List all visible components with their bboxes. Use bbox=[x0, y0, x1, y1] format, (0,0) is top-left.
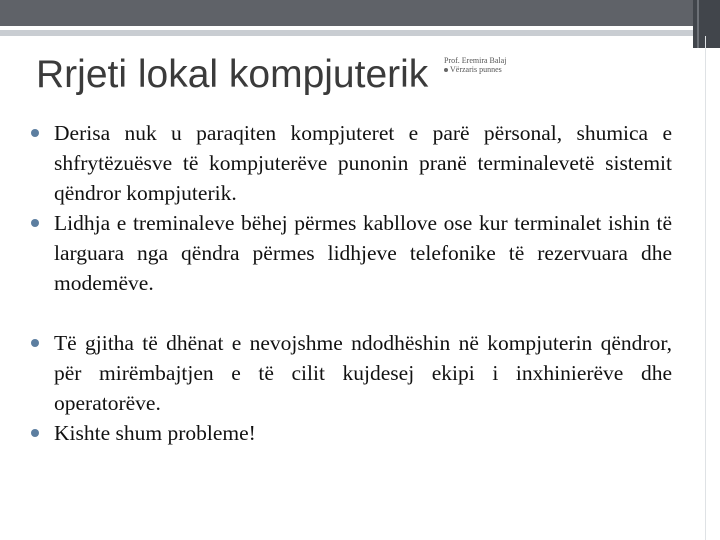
bullet-text: Lidhja e treminaleve bëhej përmes kabllove ose kur terminalet ishin të larguara nga qëndra përmes lidhjeve telefonike të rezervuara dhe modemëve. bbox=[54, 211, 672, 295]
slide-bullet-list bbox=[28, 118, 672, 448]
subject-text: Vërzaris punnes bbox=[450, 65, 502, 74]
corner-accent-line bbox=[697, 0, 699, 48]
slide-header-meta bbox=[444, 56, 506, 74]
subject-line bbox=[444, 65, 506, 74]
slide-title: Rrjeti lokal kompjuterik bbox=[36, 53, 429, 96]
bullet-item bbox=[28, 418, 672, 448]
bullet-text: Derisa nuk u paraqiten kompjuteret e parë përsonal, shumica e shfrytëzuësve të kompjuterëve punonin pranë terminalevetë sistemit qëndror kompjuterik. bbox=[54, 121, 672, 205]
top-decoration-bar bbox=[0, 0, 720, 26]
bullet-item bbox=[28, 118, 672, 208]
bullet-point-icon bbox=[31, 339, 39, 347]
bullet-point-icon bbox=[31, 429, 39, 437]
bullet-text: Të gjitha të dhënat e nevojshme ndodhëshin në kompjuterin qëndror, për mirëmbajtjen e të cilit kujdesej ekipi i inxhinierëve dhe operatorëve. bbox=[54, 331, 672, 415]
author-name: Prof. Eremira Balaj bbox=[444, 56, 507, 65]
bullet-item bbox=[28, 208, 672, 298]
subject-bullet-icon bbox=[444, 68, 448, 72]
bullet-point-icon bbox=[31, 129, 39, 137]
bullet-text: Kishte shum probleme! bbox=[54, 421, 256, 445]
top-decoration-stripe bbox=[0, 30, 720, 36]
right-margin-line bbox=[705, 36, 706, 540]
bullet-item bbox=[28, 328, 672, 418]
bullet-point-icon bbox=[31, 219, 39, 227]
